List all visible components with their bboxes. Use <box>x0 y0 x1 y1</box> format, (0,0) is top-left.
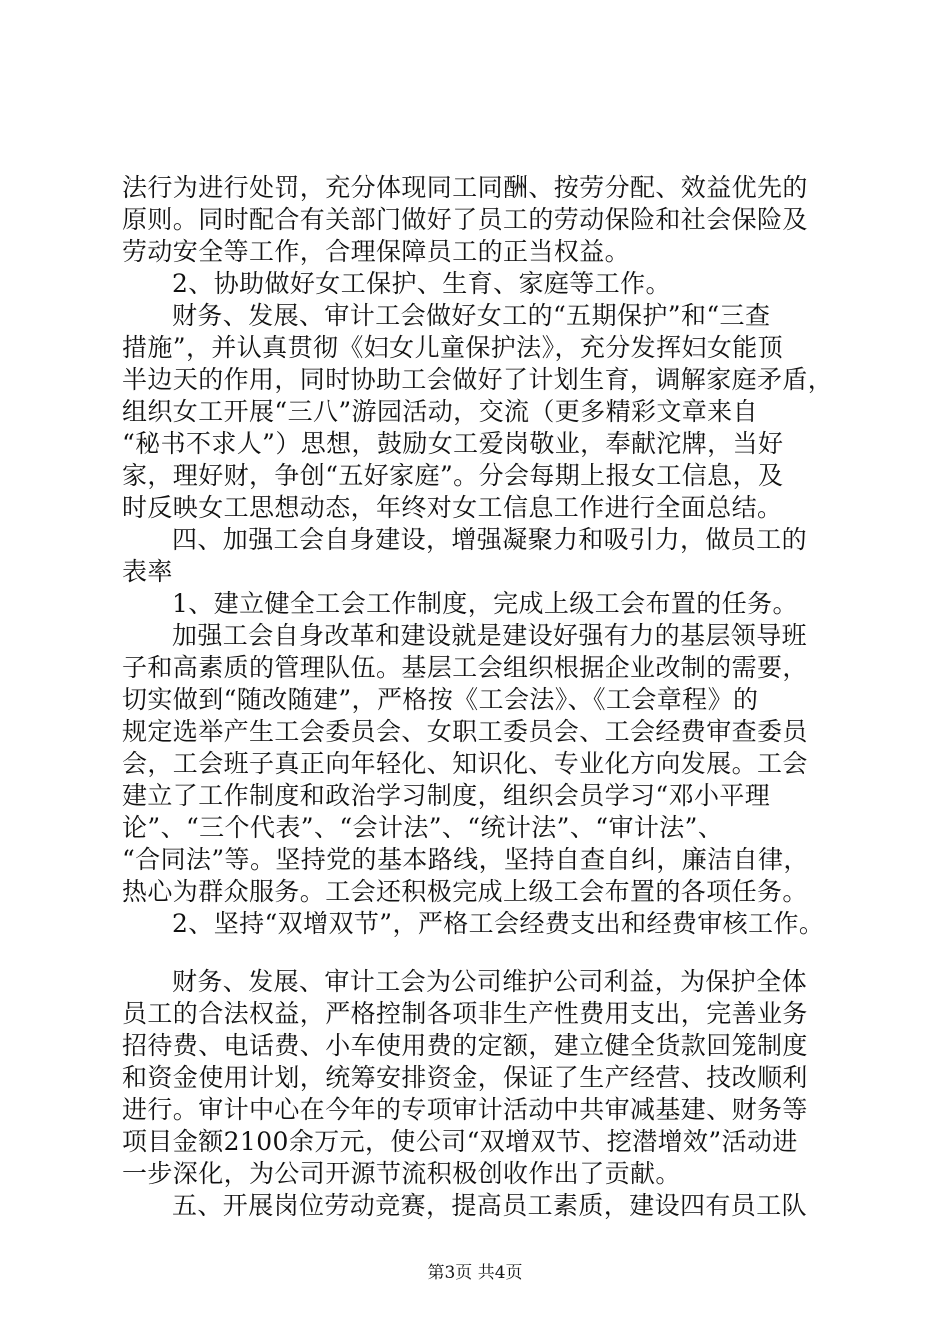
text-line: 子和高素质的管理队伍。基层工会组织根据企业改制的需要， <box>122 653 808 682</box>
text-line: 会，工会班子真正向年轻化、知识化、专业化方向发展。工会 <box>122 749 808 778</box>
text-line: “合同法”等。坚持党的基本路线，坚持自查自纠，廉洁自律， <box>122 845 809 874</box>
text-line: 2、协助做好女工保护、生育、家庭等工作。 <box>172 269 671 298</box>
text-line: 建立了工作制度和政治学习制度，组织会员学习“邓小平理 <box>122 781 771 810</box>
text-line: 半边天的作用，同时协助工会做好了计划生育，调解家庭矛盾， <box>122 365 834 394</box>
text-line: 切实做到“随改随建”，严格按《工会法》、《工会章程》的 <box>122 685 759 714</box>
text-line: 一步深化，为公司开源节流积极创收作出了贡献。 <box>122 1159 681 1188</box>
text-line: 财务、发展、审计工会做好女工的“五期保护”和“三查 <box>172 301 771 330</box>
text-line: 原则。同时配合有关部门做好了员工的劳动保险和社会保险及 <box>122 205 808 234</box>
text-line: 和资金使用计划，统筹安排资金，保证了生产经营、技改顺利 <box>122 1063 808 1092</box>
text-line: 论”、“三个代表”、“会计法”、“统计法”、“审计法”、 <box>122 813 724 842</box>
text-line: 四、加强工会自身建设，增强凝聚力和吸引力，做员工的 <box>172 525 808 554</box>
text-line: 2、坚持“双增双节”，严格工会经费支出和经费审核工作。 <box>172 909 825 938</box>
text-line: 时反映女工思想动态，年终对女工信息工作进行全面总结。 <box>122 493 783 522</box>
page-footer: 第3页 共4页 <box>427 1263 523 1283</box>
text-line: 热心为群众服务。工会还积极完成上级工会布置的各项任务。 <box>122 877 808 906</box>
text-line: “秘书不求人”）思想，鼓励女工爱岗敬业，奉献沱牌，当好 <box>122 429 784 458</box>
text-line: 组织女工开展“三八”游园活动，交流（更多精彩文章来自 <box>122 397 758 426</box>
text-line: 员工的合法权益，严格控制各项非生产性费用支出，完善业务 <box>122 999 808 1028</box>
text-line: 劳动安全等工作，合理保障员工的正当权益。 <box>122 237 631 266</box>
text-line: 财务、发展、审计工会为公司维护公司利益，为保护全体 <box>172 967 808 996</box>
text-line: 招待费、电话费、小车使用费的定额，建立健全货款回笼制度 <box>122 1031 808 1060</box>
text-line: 措施”，并认真贯彻《妇女儿童保护法》，充分发挥妇女能顶 <box>122 333 784 362</box>
text-line: 法行为进行处罚，充分体现同工同酬、按劳分配、效益优先的 <box>122 173 808 202</box>
text-line: 表率 <box>122 557 173 586</box>
text-line: 规定选举产生工会委员会、女职工委员会、工会经费审查委员 <box>122 717 808 746</box>
text-line: 进行。审计中心在今年的专项审计活动中共审减基建、财务等 <box>122 1095 808 1124</box>
text-line: 加强工会自身改革和建设就是建设好强有力的基层领导班 <box>172 621 808 650</box>
text-line: 项目金额2100余万元，使公司“双增双节、挖潜增效”活动进 <box>122 1127 798 1156</box>
text-line: 五、开展岗位劳动竞赛，提高员工素质，建设四有员工队 <box>172 1191 808 1220</box>
text-line: 1、建立健全工会工作制度，完成上级工会布置的任务。 <box>172 589 798 618</box>
text-line: 家，理好财，争创“五好家庭”。分会每期上报女工信息，及 <box>122 461 784 490</box>
